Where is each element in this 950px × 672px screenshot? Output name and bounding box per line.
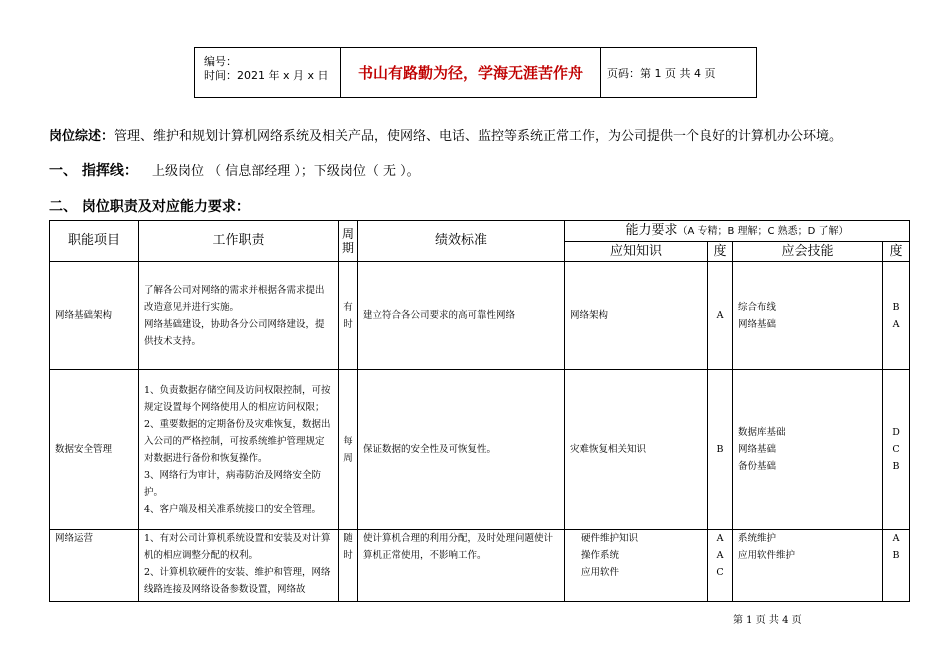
col-header-degree: 度	[708, 242, 733, 262]
col-header-skills: 应会技能	[733, 242, 883, 262]
row-duty-text: 了解各公司对网络的需求并根据各需求提出改造意见并进行实施。 网络基础建设，协助各分公司网络建设，提供技术支持。	[144, 284, 325, 347]
section1-text: 上级岗位 （ 信息部经理 ）；下级岗位（ 无 ）。	[152, 164, 420, 179]
col-header-standard: 绩效标准	[358, 221, 565, 262]
page-footer: 第 1 页 共 4 页	[733, 615, 802, 626]
row-knowledge-degree: A A C	[708, 530, 733, 602]
row-duty	[139, 530, 339, 602]
overview-label: 岗位综述：	[49, 129, 115, 144]
col-header-duty: 工作职责	[139, 221, 339, 262]
row-duty	[139, 262, 339, 370]
row-skills-degree: D C B	[883, 370, 910, 530]
overview-text: 管理、维护和规划计算机网络系统及相关产品，使网络、电话、监控等系统正常工作，为公司提供一个良好的计算机办公环境。	[114, 129, 843, 144]
number-label: 编号：	[204, 55, 237, 68]
capability-label: 能力要求	[625, 222, 678, 238]
header-meta	[195, 48, 341, 97]
section1-heading: 一、 指挥线：	[49, 163, 138, 179]
row-standard: 使计算机合理的利用分配，及时处理问题使计算机正常使用，不影响工作。	[358, 530, 565, 602]
row-knowledge: 灾难恢复相关知识	[565, 370, 708, 530]
job-overview	[49, 125, 842, 144]
row-skills: 数据库基础 网络基础 备份基础	[733, 370, 883, 530]
row-duty-text: 1、有对公司计算机系统设置和安装及对计算机的相应调整分配的权利。 2、计算机软硬件的安装、维护和管理，网络线路连接及网络设备参数设置，网络故	[144, 533, 331, 595]
row-item: 网络基础架构	[50, 262, 139, 370]
row-skills-degree: B A	[883, 262, 910, 370]
table-row	[50, 370, 910, 530]
header-motto: 书山有路勤为径，学海无涯苦作舟	[341, 48, 601, 97]
row-standard: 保证数据的安全性及可恢复性。	[358, 370, 565, 530]
section2-heading: 二、 岗位职责及对应能力要求：	[49, 199, 250, 215]
col-header-item: 职能项目	[50, 221, 139, 262]
row-period: 每周	[339, 370, 358, 530]
date-label: 时间：2021 年 x 月 x 日	[204, 69, 329, 82]
row-knowledge: 网络架构	[565, 262, 708, 370]
row-knowledge-degree: B	[708, 370, 733, 530]
row-duty	[139, 370, 339, 530]
row-period: 随时	[339, 530, 358, 602]
table-row	[50, 530, 910, 602]
section-command-line	[49, 160, 420, 180]
row-knowledge-degree: A	[708, 262, 733, 370]
row-item: 网络运营	[50, 530, 139, 602]
duty-table	[49, 220, 910, 602]
document-header	[194, 47, 757, 98]
col-header-capability	[565, 221, 910, 242]
row-knowledge: 硬件维护知识 操作系统 应用软件	[565, 530, 708, 602]
col-header-period: 周期	[339, 221, 358, 262]
capability-note: （A 专精；B 理解；C 熟悉；D 了解）	[677, 225, 849, 237]
row-skills: 综合布线 网络基础	[733, 262, 883, 370]
row-period: 有时	[339, 262, 358, 370]
col-header-degree2: 度	[883, 242, 910, 262]
row-standard: 建立符合各公司要求的高可靠性网络	[358, 262, 565, 370]
table-header-row	[50, 221, 910, 242]
col-header-knowledge: 应知知识	[565, 242, 708, 262]
row-item: 数据安全管理	[50, 370, 139, 530]
row-skills: 系统维护 应用软件维护	[733, 530, 883, 602]
table-row	[50, 262, 910, 370]
header-page-number: 页码：第 1 页 共 4 页	[607, 66, 716, 80]
row-duty-text: 1、负责数据存储空间及访问权限控制，可按规定设置每个网络使用人的相应访问权限； 2、重要数据的定期备份及灾难恢复，数据出入公司的严格控制，可按系统维护管理规定对数据进行备份和恢复操作。 3、网络行为审计，病毒防治及网络安全防护。 4、客户端及相关准系统接口的安全管理。	[144, 384, 331, 515]
row-skills-degree: A B	[883, 530, 910, 602]
